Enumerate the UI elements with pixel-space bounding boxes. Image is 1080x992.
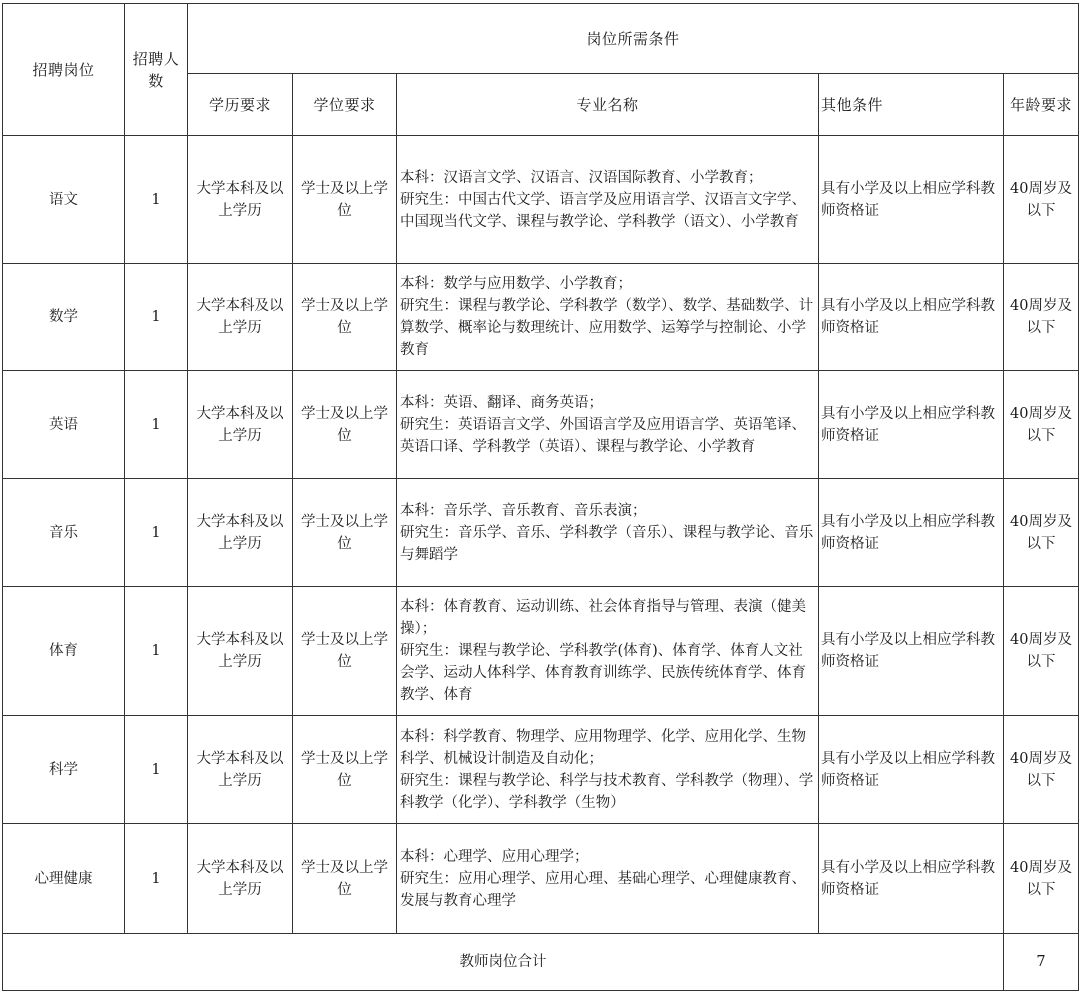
major-graduate: 研究生：音乐学、音乐、学科教学（音乐）、课程与教学论、音乐与舞蹈学 [400,524,814,563]
header-requirements: 岗位所需条件 [188,4,1079,74]
count-cell: 1 [125,264,188,371]
major-cell [397,479,819,587]
age-cell: 40周岁及以下 [1004,136,1079,264]
other-cell: 具有小学及以上相应学科教师资格证 [819,371,1004,479]
total-row [3,934,1079,991]
major-undergrad: 本科：数学与应用数学、小学教育； [400,276,632,292]
other-cell: 具有小学及以上相应学科教师资格证 [819,824,1004,934]
count-cell: 1 [125,479,188,587]
major-graduate: 研究生：课程与教学论、学科教学（数学）、数学、基础数学、计算数学、概率论与数理统计、应用数学、运筹学与控制论、小学教育 [400,298,814,358]
age-cell: 40周岁及以下 [1004,371,1079,479]
education-cell: 大学本科及以上学历 [188,264,293,371]
major-graduate: 研究生：课程与教学论、科学与技术教育、学科教学（物理）、学科教学（化学）、学科教学（生物） [400,772,814,811]
table-row [3,136,1079,264]
education-cell: 大学本科及以上学历 [188,136,293,264]
position-cell: 音乐 [3,479,125,587]
major-undergrad: 本科：汉语言文学、汉语言、汉语国际教育、小学教育； [400,169,763,186]
header-position: 招聘岗位 [3,4,125,136]
degree-cell: 学士及以上学位 [293,371,397,479]
age-cell: 40周岁及以下 [1004,264,1079,371]
position-cell: 体育 [3,587,125,716]
education-cell: 大学本科及以上学历 [188,824,293,934]
count-cell: 1 [125,824,188,934]
other-cell: 具有小学及以上相应学科教师资格证 [819,587,1004,716]
major-graduate: 研究生：英语语言文学、外国语言学及应用语言学、英语笔译、英语口译、学科教学（英语）、课程与教学论、小学教育 [400,416,806,455]
major-undergrad: 本科：心理学、应用心理学； [400,848,589,865]
major-undergrad: 本科：科学教育、物理学、应用物理学、化学、应用化学、生物科学、机械设计制造及自动化； [400,728,806,767]
major-undergrad: 本科：体育教育、运动训练、社会体育指导与管理、表演（健美操）； [400,599,806,637]
position-cell: 科学 [3,716,125,824]
education-cell: 大学本科及以上学历 [188,371,293,479]
header-age: 年龄要求 [1004,74,1079,136]
major-undergrad: 本科：英语、翻译、商务英语； [400,394,603,411]
education-cell: 大学本科及以上学历 [188,587,293,716]
table-row [3,716,1079,824]
table-row [3,587,1079,716]
header-count: 招聘人数 [125,4,188,136]
other-cell: 具有小学及以上相应学科教师资格证 [819,136,1004,264]
degree-cell: 学士及以上学位 [293,264,397,371]
header-row-1 [3,4,1079,74]
count-cell: 1 [125,587,188,716]
major-graduate: 研究生：课程与教学论、学科教学(体育)、体育学、体育人文社会学、运动人体科学、体育教育训练学、民族传统体育学、体育教学、体育 [400,643,806,703]
position-cell: 数学 [3,264,125,371]
degree-cell: 学士及以上学位 [293,716,397,824]
degree-cell: 学士及以上学位 [293,479,397,587]
major-cell [397,136,819,264]
major-cell [397,716,819,824]
header-education: 学历要求 [188,74,293,136]
header-major: 专业名称 [397,74,819,136]
major-graduate: 研究生：应用心理学、应用心理、基础心理学、心理健康教育、发展与教育心理学 [400,870,806,909]
other-cell: 具有小学及以上相应学科教师资格证 [819,716,1004,824]
major-undergrad: 本科：音乐学、音乐教育、音乐表演； [400,502,647,519]
major-cell [397,264,819,371]
count-cell: 1 [125,716,188,824]
recruitment-table [2,3,1079,991]
major-cell [397,587,819,716]
other-cell: 具有小学及以上相应学科教师资格证 [819,479,1004,587]
other-cell: 具有小学及以上相应学科教师资格证 [819,264,1004,371]
age-cell: 40周岁及以下 [1004,479,1079,587]
education-cell: 大学本科及以上学历 [188,479,293,587]
count-cell: 1 [125,136,188,264]
age-cell: 40周岁及以下 [1004,587,1079,716]
position-cell: 心理健康 [3,824,125,934]
major-graduate: 研究生：中国古代文学、语言学及应用语言学、汉语言文字学、中国现当代文学、课程与教学论、学科教学（语文）、小学教育 [400,191,806,230]
count-cell: 1 [125,371,188,479]
table-row [3,371,1079,479]
major-cell [397,824,819,934]
table-row [3,479,1079,587]
position-cell: 语文 [3,136,125,264]
degree-cell: 学士及以上学位 [293,587,397,716]
age-cell: 40周岁及以下 [1004,824,1079,934]
education-cell: 大学本科及以上学历 [188,716,293,824]
degree-cell: 学士及以上学位 [293,136,397,264]
position-cell: 英语 [3,371,125,479]
total-value: 7 [1004,934,1079,991]
header-degree: 学位要求 [293,74,397,136]
age-cell: 40周岁及以下 [1004,716,1079,824]
header-other: 其他条件 [819,74,1004,136]
table-row [3,264,1079,371]
major-cell [397,371,819,479]
degree-cell: 学士及以上学位 [293,824,397,934]
total-label: 教师岗位合计 [3,934,1004,991]
table-row [3,824,1079,934]
